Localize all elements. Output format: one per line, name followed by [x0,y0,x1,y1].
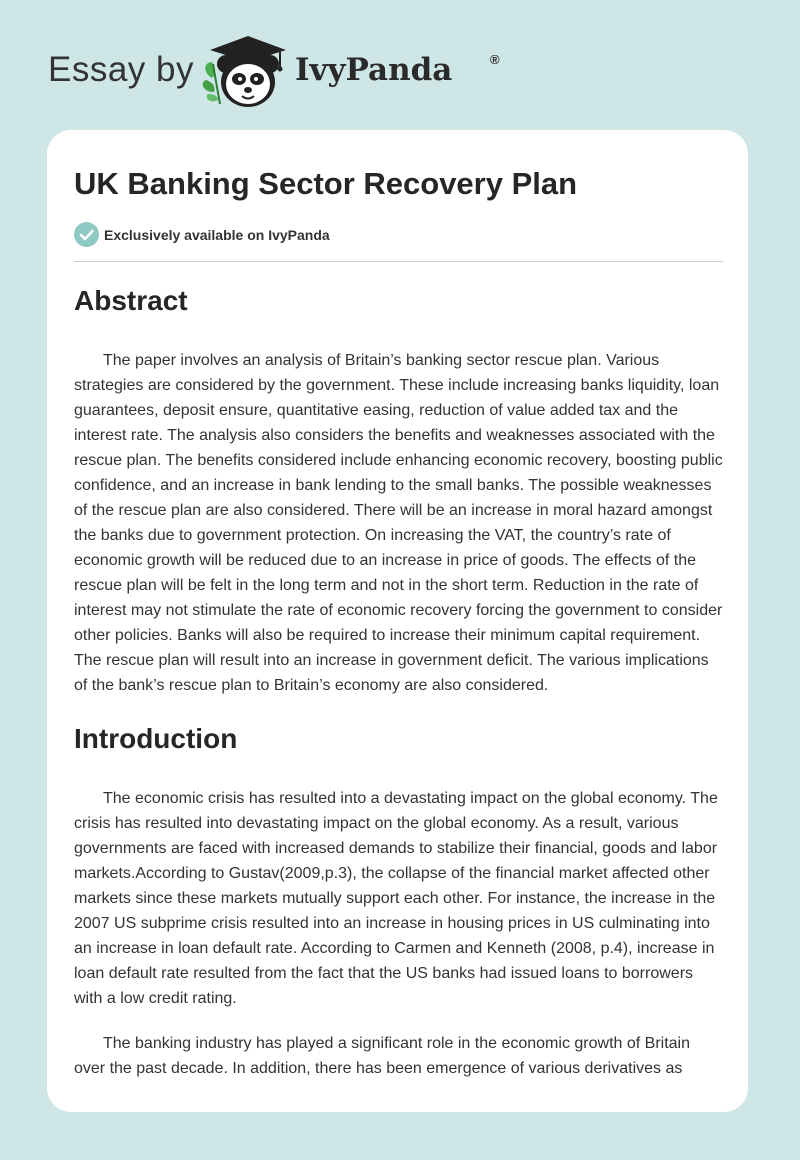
paragraph: The paper involves an analysis of Britain’s banking sector rescue plan. Various strategies are considered by the government. These include increasing banks liquidity, loan guarantees, deposit ensure, quantitative easing, reduction of value added tax and the interest rate. The analysis also considers the benefits and weaknesses associated with the rescue plan. The benefits considered include enhancing economic recovery, boosting public confidence, and an increase in bank lending to the small banks. The possible weaknesses of the rescue plan are also considered. There will be an increase in moral hazard amongst the banks due to government protection. On increasing the VAT, the country’s rate of economic growth will be reduced due to an increase in price of goods. The effects of the rescue plan will be felt in the long term and not in the short term. Reduction in the rate of interest may not stimulate the rate of economic recovery forcing the government to consider other policies. Banks will also be required to increase their minimum capital requirement. The rescue plan will result into an increase in government deficit. The various implications of the bank’s rescue plan to Britain’s economy are also considered. [74,352,723,694]
brand-header [48,30,508,110]
check-circle-icon [74,222,99,247]
paragraph: The economic crisis has resulted into a devastating impact on the global economy. The crisis has resulted into devastating impact on the global economy. As a result, various governments are faced with increased demands to stabilize their financial, goods and labor markets.According to Gustav(2009,p.3), the collapse of the financial market affected other markets since these markets mutually support each other. For instance, the increase in the 2007 US subprime crisis resulted into an increase in housing prices in US culminating into an increase in loan default rate. According to Carmen and Kenneth (2008, p.4), increase in loan default rate resulted from the fact that the US banks had issued loans to borrowers with a low credit rating. [74,790,718,1007]
brand-prefix: Essay by [48,50,194,89]
section-abstract [74,280,723,698]
divider [74,261,723,262]
section-introduction [74,718,723,1081]
badge-text: Exclusively available on IvyPanda [104,227,330,243]
paragraph: The banking industry has played a significant role in the economic growth of Britain over the past decade. In addition, there has been emergence of various derivatives as [74,1035,690,1077]
article-content [74,280,723,1093]
section-heading: Introduction [74,723,238,754]
registered-mark: ® [490,52,500,67]
brand-name[interactable]: IvyPanda [295,52,453,88]
panda-logo-icon[interactable] [200,34,292,110]
page-title: UK Banking Sector Recovery Plan [74,166,578,201]
article-card [47,130,748,1112]
section-heading: Abstract [74,285,188,316]
exclusive-badge [74,222,474,248]
